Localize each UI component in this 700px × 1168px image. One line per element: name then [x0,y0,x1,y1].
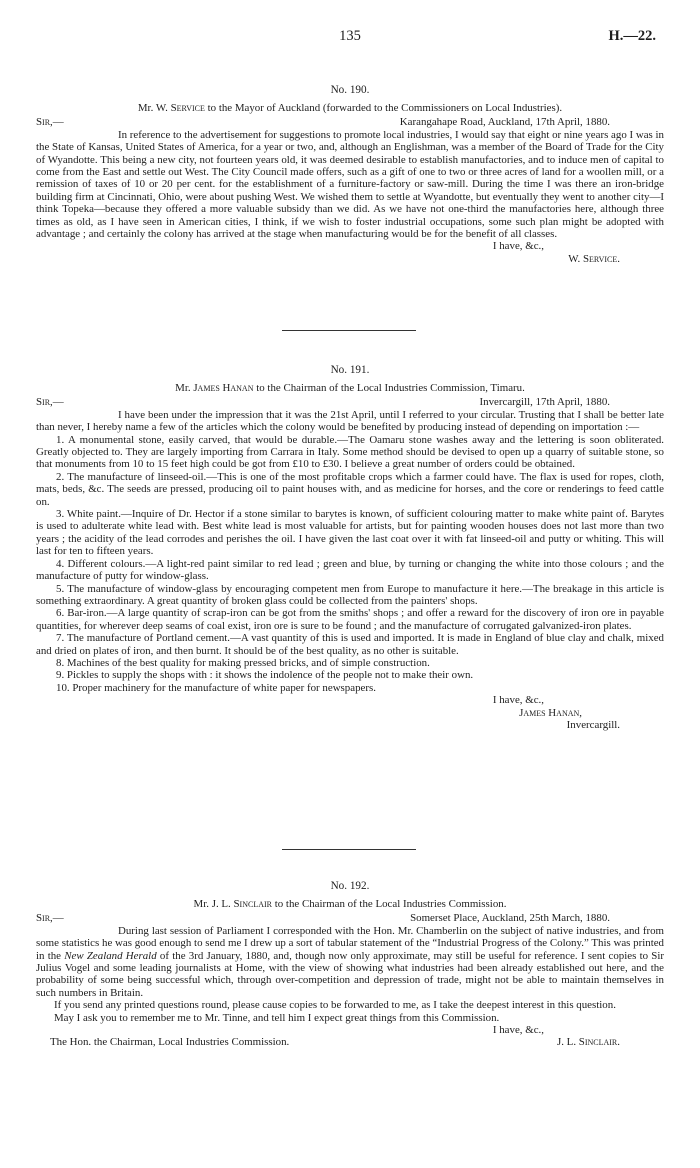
closing: I have, &c., [492,694,544,707]
letter-body: In reference to the advertisement for suggestions to promote local industries, I would say that eight or nine years ago I was in the State of Kansas, United States of America, for a year or two, and, although an Englishman, was a member of the Board of Trade for the City of Wyandotte. This being a new city, not fourteen years old, it was deemed desirable to establish manufactories, and to induce men of capital to come from the East and settle out West. The City Council made offers, such as a gift of one to two or three acres of land for a woollen mill, or a remission of taxes of 10 or 20 per cent. for the establishment of a furniture-factory or saw-mill. During the time I was there an iron-bridge building firm at Cincinnati, Ohio, were about pushing West. We wished them to settle at Wyandotte, but eventually they went to another city—I think Topeka—because they offered a more valuable subsidy than we did. As we have not one-third the manufactories here, although three times as old, as I have seen in American cities, I think, if we wish to foster industrial occupations, some such plan might be adopted with advantage ; and certainly the colony has arrived at the stage when manufacturing would be for the benefit of all classes. [36,128,664,241]
letter-paragraph: If you send any printed questions round, please cause copies to be forwarded to me, as I take the deepest interest in this question. [54,999,616,1012]
document-reference: H.—22. [608,28,656,44]
letter-191 [36,364,664,731]
closing: I have, &c., [492,240,544,253]
salutation: Sir,— [36,395,64,408]
signature: W. Service. [568,252,620,265]
list-item: 10. Proper machinery for the manufacture of white paper for newspapers. [56,681,376,694]
title-prefix: Mr. [175,382,191,395]
letter-body [36,925,664,999]
signature-row [36,1036,664,1049]
title-rest: to the Mayor of Auckland (forwarded to the Commissioners on Local Industries). [207,102,563,115]
title-prefix: Mr. W. [137,102,168,115]
salutation-row [36,396,664,409]
signature: James Hanan, [519,706,582,719]
author-name: James Hanan [193,382,254,395]
salutation-row [36,116,664,129]
list-item: 6. Bar-iron.—A large quantity of scrap-iron can be got from the smiths' shops ; and offer a reward for the discovery of iron ore in payable quantities, for wherever deep seams of coal exist, iron ore is sure to be found ; and the manufacture of corrugated galvanized-iron plates. [36,607,664,632]
letter-number: No. 190. [330,84,370,96]
title-prefix: Mr. J. L. [193,898,231,911]
list-item: 2. The manufacture of linseed-oil.—This is one of the most profitable crops which a farmer could have. The flax is used for ropes, cloth, mats, beds, &c. The seeds are pressed, producing oil to paint houses with, and as medicine for horses, and the core or renderings to feed cattle on. [36,470,664,508]
section-divider [282,849,416,850]
letter-192 [36,880,664,1049]
closing: I have, &c., [492,1024,544,1037]
letter-title [36,102,664,114]
list-item: 5. The manufacture of window-glass by encouraging competent men from Europe to manufacture it here.—The breakage in this article is something extraordinary. A great quantity of broken glass could be collected from the painters' shops. [36,582,664,607]
letter-intro: I have been under the impression that it was the 21st April, until I referred to your circular. Trusting that I shall be better late than never, I hereby name a few of the articles which the colony would be benefited by producing instead of depending on importation :— [36,408,664,434]
author-name: Sinclair [233,898,272,911]
list-item: 1. A monumental stone, easily carved, that would be durable.—The Oamaru stone washes away and the lettering is soon obliterated. Greatly objected to. They are largely importing from Carrara in Italy. Some method should be devised to open up a quarry of suitable stone, so that monuments from 10 to 15 feet high could be got from £10 to £30. I believe a great number of orders could be obtained. [36,433,664,471]
letter-190 [36,84,664,265]
list-item: 9. Pickles to supply the shops with : it shows the indolence of the people not to make their own. [56,669,474,682]
author-name: Service [170,102,205,115]
letter-title [36,898,664,910]
newspaper-title: New Zealand Herald [64,949,157,962]
body-text: of the 3rd January, 1880, and, though now only approximate, may still be useful for reference. I sent copies to Sir Julius Vogel and some leading journalists at Home, with the view of showing what industries had been already established out here, and the probability of some being successful which, through over-competition and depression of trade, might not be able to maintain themselves in such numbers in Britain. [36,949,664,999]
list-item: 3. White paint.—Inquire of Dr. Hector if a stone similar to barytes is known, of sufficient colouring matter to make white paint of. Barytes is used to adulterate white lead with. Best white lead is most valuable for artists, but for painting wooden houses does not last more than two years ; the acidity of the lead corrodes and perishes the oil. I have given the last coat over it with fat linseed-oil and putty or whiting. This will last for ten to fifteen years. [36,508,664,558]
body-text: During last session of Parliament I corresponded with the Hon. Mr. Chamberlin on the subject of native industries, and from some statistics he was good enough to send me I drew up a sort of tabular statement of the “Industrial Progress of the Colony.” This was printed in the [36,924,664,962]
sender-address: Karangahape Road, Auckland, 17th April, 1880. [399,115,610,128]
salutation: Sir,— [36,115,64,128]
list-item: 4. Different colours.—A light-red paint similar to red lead ; green and blue, by turning or changing the white into those colours ; and the manufacture of putty for window-glass. [36,557,664,583]
signature: J. L. Sinclair. [556,1036,620,1049]
signature-place: Invercargill. [566,718,620,731]
title-rest: to the Chairman of the Local Industries Commission, Timaru. [256,382,525,395]
list-item: 7. The manufacture of Portland cement.—A vast quantity of this is used and imported. It is made in England of blue clay and chalk, mixed and dried on plates of iron, and then burnt. It should be of the best quality, as no other is suitable. [36,632,664,657]
salutation: Sir,— [36,911,64,924]
list-item: 8. Machines of the best quality for making pressed bricks, and of simple construction. [56,656,430,669]
sender-address: Invercargill, 17th April, 1880. [479,395,610,408]
addressee: The Hon. the Chairman, Local Industries Commission. [50,1036,290,1049]
letter-number: No. 191. [330,364,370,376]
letter-paragraph: May I ask you to remember me to Mr. Tinne, and tell him I expect great things from this Commission. [54,1011,500,1024]
page-number: 135 [339,28,361,44]
title-rest: to the Chairman of the Local Industries Commission. [274,898,507,911]
section-divider [282,330,416,331]
salutation-row [36,912,664,925]
letter-number: No. 192. [330,880,370,892]
sender-address: Somerset Place, Auckland, 25th March, 1880. [410,911,610,924]
letter-title [36,382,664,394]
